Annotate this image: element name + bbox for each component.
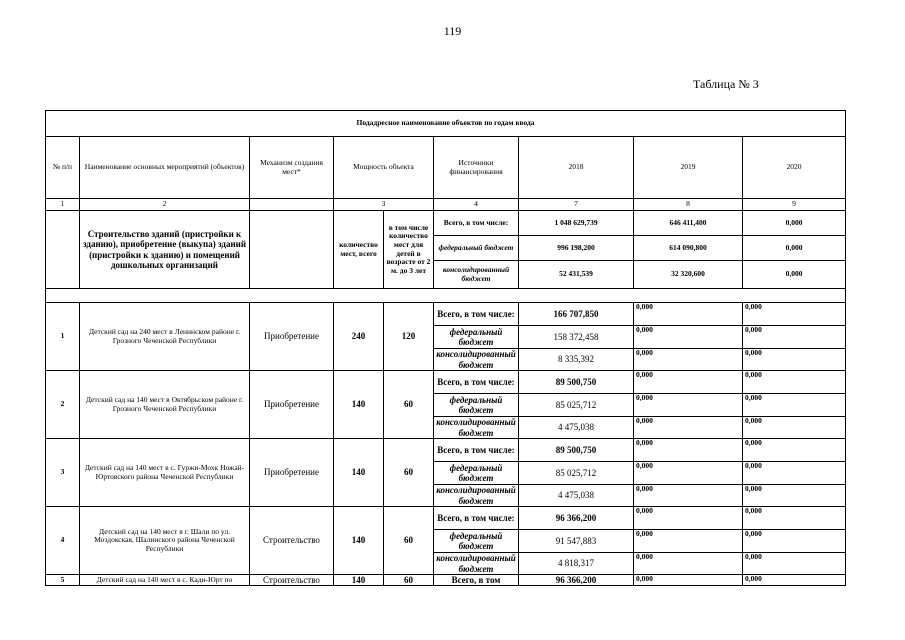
col-number: 8 bbox=[634, 199, 743, 211]
object-value-2018: 85 025,712 bbox=[519, 394, 634, 417]
object-capacity: 140 bbox=[334, 575, 384, 586]
header-num: № п/п bbox=[46, 137, 80, 199]
object-value-2020: 0,000 bbox=[743, 507, 846, 530]
object-value-2020: 0,000 bbox=[743, 553, 846, 575]
object-value-2018: 4 818,317 bbox=[519, 553, 634, 575]
object-value-2020: 0,000 bbox=[743, 439, 846, 462]
page-number: 119 bbox=[443, 24, 462, 38]
summary-value-2019: 646 411,400 bbox=[634, 211, 743, 236]
object-mechanism: Приобретение bbox=[250, 439, 334, 507]
header-2020: 2020 bbox=[743, 137, 846, 199]
summary-value-2020: 0,000 bbox=[743, 236, 846, 261]
summary-num-cell bbox=[46, 211, 80, 289]
summary-value-2019: 614 090,800 bbox=[634, 236, 743, 261]
object-value-2019: 0,000 bbox=[634, 462, 743, 485]
header-mechanism: Механизм создания мест* bbox=[250, 137, 334, 199]
object-name: Детский сад на 240 мест в Ленинском районе г. Грозного Чеченской Республики bbox=[80, 303, 250, 371]
header-name: Наименование основных мероприятий (объектов) bbox=[80, 137, 250, 199]
object-value-2020: 0,000 bbox=[743, 394, 846, 417]
object-source: консолидированный бюджет bbox=[434, 417, 519, 439]
object-source: Всего, в том числе: bbox=[434, 303, 519, 326]
table-caption: Подадресное наименование объектов по годам ввода bbox=[46, 111, 846, 137]
object-value-2019: 0,000 bbox=[634, 553, 743, 575]
object-source: Всего, в том bbox=[434, 575, 519, 586]
object-value-2019: 0,000 bbox=[634, 530, 743, 553]
object-value-2020: 0,000 bbox=[743, 326, 846, 349]
header-2019: 2019 bbox=[634, 137, 743, 199]
object-value-2018: 89 500,750 bbox=[519, 439, 634, 462]
object-children-capacity: 60 bbox=[384, 575, 434, 586]
object-name: Детский сад на 140 мест в Октябрьском районе г. Грозного Чеченской Республики bbox=[80, 371, 250, 439]
object-value-2019: 0,000 bbox=[634, 485, 743, 507]
object-num: 4 bbox=[46, 507, 80, 575]
object-source: Всего, в том числе: bbox=[434, 439, 519, 462]
object-mechanism: Строительство bbox=[250, 575, 334, 586]
summary-mechanism-cell bbox=[250, 211, 334, 289]
object-mechanism: Приобретение bbox=[250, 303, 334, 371]
object-value-2019: 0,000 bbox=[634, 303, 743, 326]
object-source: Всего, в том числе: bbox=[434, 507, 519, 530]
col-number: 1 bbox=[46, 199, 80, 211]
object-value-2020: 0,000 bbox=[743, 462, 846, 485]
object-name: Детский сад на 140 мест в с. Кади-Юрт по bbox=[80, 575, 250, 586]
table-title: Таблица № 3 bbox=[693, 77, 759, 91]
object-name: Детский сад на 140 мест в г. Шали по ул. Моздокская, Шалинского района Чеченской Республики bbox=[80, 507, 250, 575]
object-children-capacity: 120 bbox=[384, 303, 434, 371]
object-capacity: 140 bbox=[334, 439, 384, 507]
summary-value-2018: 52 431,539 bbox=[519, 261, 634, 289]
object-value-2019: 0,000 bbox=[634, 575, 743, 586]
object-value-2020: 0,000 bbox=[743, 349, 846, 371]
object-children-capacity: 60 bbox=[384, 371, 434, 439]
object-value-2018: 85 025,712 bbox=[519, 462, 634, 485]
object-value-2018: 91 547,883 bbox=[519, 530, 634, 553]
object-num: 1 bbox=[46, 303, 80, 371]
object-value-2019: 0,000 bbox=[634, 417, 743, 439]
summary-capacity-total-label: количество мест, всего bbox=[334, 211, 384, 289]
col-number: 3 bbox=[334, 199, 434, 211]
object-value-2019: 0,000 bbox=[634, 326, 743, 349]
object-source: федеральный бюджет bbox=[434, 394, 519, 417]
object-value-2018: 96 366,200 bbox=[519, 507, 634, 530]
object-row bbox=[46, 439, 846, 462]
object-num: 5 bbox=[46, 575, 80, 586]
object-value-2020: 0,000 bbox=[743, 485, 846, 507]
summary-source: федеральный бюджет bbox=[434, 236, 519, 261]
summary-value-2020: 0,000 bbox=[743, 261, 846, 289]
object-value-2019: 0,000 bbox=[634, 439, 743, 462]
object-value-2018: 4 475,038 bbox=[519, 485, 634, 507]
object-value-2020: 0,000 bbox=[743, 417, 846, 439]
object-children-capacity: 60 bbox=[384, 439, 434, 507]
object-mechanism: Приобретение bbox=[250, 371, 334, 439]
object-value-2018: 166 707,850 bbox=[519, 303, 634, 326]
object-value-2020: 0,000 bbox=[743, 575, 846, 586]
object-value-2019: 0,000 bbox=[634, 507, 743, 530]
objects-table bbox=[45, 110, 846, 586]
object-capacity: 240 bbox=[334, 303, 384, 371]
object-value-2018: 96 366,200 bbox=[519, 575, 634, 586]
object-source: консолидированный бюджет bbox=[434, 349, 519, 371]
object-num: 2 bbox=[46, 371, 80, 439]
object-row bbox=[46, 575, 846, 586]
object-row bbox=[46, 371, 846, 394]
summary-name: Строительство зданий (пристройки к зданию), приобретение (выкупа) зданий (пристройки к зданию) и помещений дошкольных организаций bbox=[80, 211, 250, 289]
object-value-2018: 89 500,750 bbox=[519, 371, 634, 394]
spacer-row bbox=[46, 289, 846, 303]
object-source: консолидированный бюджет bbox=[434, 553, 519, 575]
summary-value-2020: 0,000 bbox=[743, 211, 846, 236]
object-source: федеральный бюджет bbox=[434, 530, 519, 553]
summary-source: консолидированный бюджет bbox=[434, 261, 519, 289]
object-value-2018: 158 372,458 bbox=[519, 326, 634, 349]
header-2018: 2018 bbox=[519, 137, 634, 199]
object-capacity: 140 bbox=[334, 371, 384, 439]
object-capacity: 140 bbox=[334, 507, 384, 575]
object-value-2020: 0,000 bbox=[743, 530, 846, 553]
object-source: Всего, в том числе: bbox=[434, 371, 519, 394]
object-name: Детский сад на 140 мест в с. Гуржи-Мохк Ножай-Юртовского района Чеченской Республики bbox=[80, 439, 250, 507]
col-number: 7 bbox=[519, 199, 634, 211]
object-source: консолидированный бюджет bbox=[434, 485, 519, 507]
summary-value-2019: 32 320,600 bbox=[634, 261, 743, 289]
col-number: 4 bbox=[434, 199, 519, 211]
summary-value-2018: 996 198,200 bbox=[519, 236, 634, 261]
object-source: федеральный бюджет bbox=[434, 462, 519, 485]
object-value-2019: 0,000 bbox=[634, 349, 743, 371]
object-value-2019: 0,000 bbox=[634, 394, 743, 417]
col-number: 9 bbox=[743, 199, 846, 211]
object-num: 3 bbox=[46, 439, 80, 507]
object-row bbox=[46, 303, 846, 326]
summary-source: Всего, в том числе: bbox=[434, 211, 519, 236]
object-value-2018: 8 335,392 bbox=[519, 349, 634, 371]
object-value-2020: 0,000 bbox=[743, 303, 846, 326]
header-capacity: Мощность объекта bbox=[334, 137, 434, 199]
object-row bbox=[46, 507, 846, 530]
col-number: 2 bbox=[80, 199, 250, 211]
object-value-2020: 0,000 bbox=[743, 371, 846, 394]
object-value-2019: 0,000 bbox=[634, 371, 743, 394]
summary-value-2018: 1 048 629,739 bbox=[519, 211, 634, 236]
object-children-capacity: 60 bbox=[384, 507, 434, 575]
header-sources: Источники финансирования bbox=[434, 137, 519, 199]
summary-capacity-children-label: в том числе количество мест для детей в возрасте от 2 м. до 3 лет bbox=[384, 211, 434, 289]
object-source: федеральный бюджет bbox=[434, 326, 519, 349]
object-value-2018: 4 475,038 bbox=[519, 417, 634, 439]
col-number bbox=[250, 199, 334, 211]
object-mechanism: Строительство bbox=[250, 507, 334, 575]
